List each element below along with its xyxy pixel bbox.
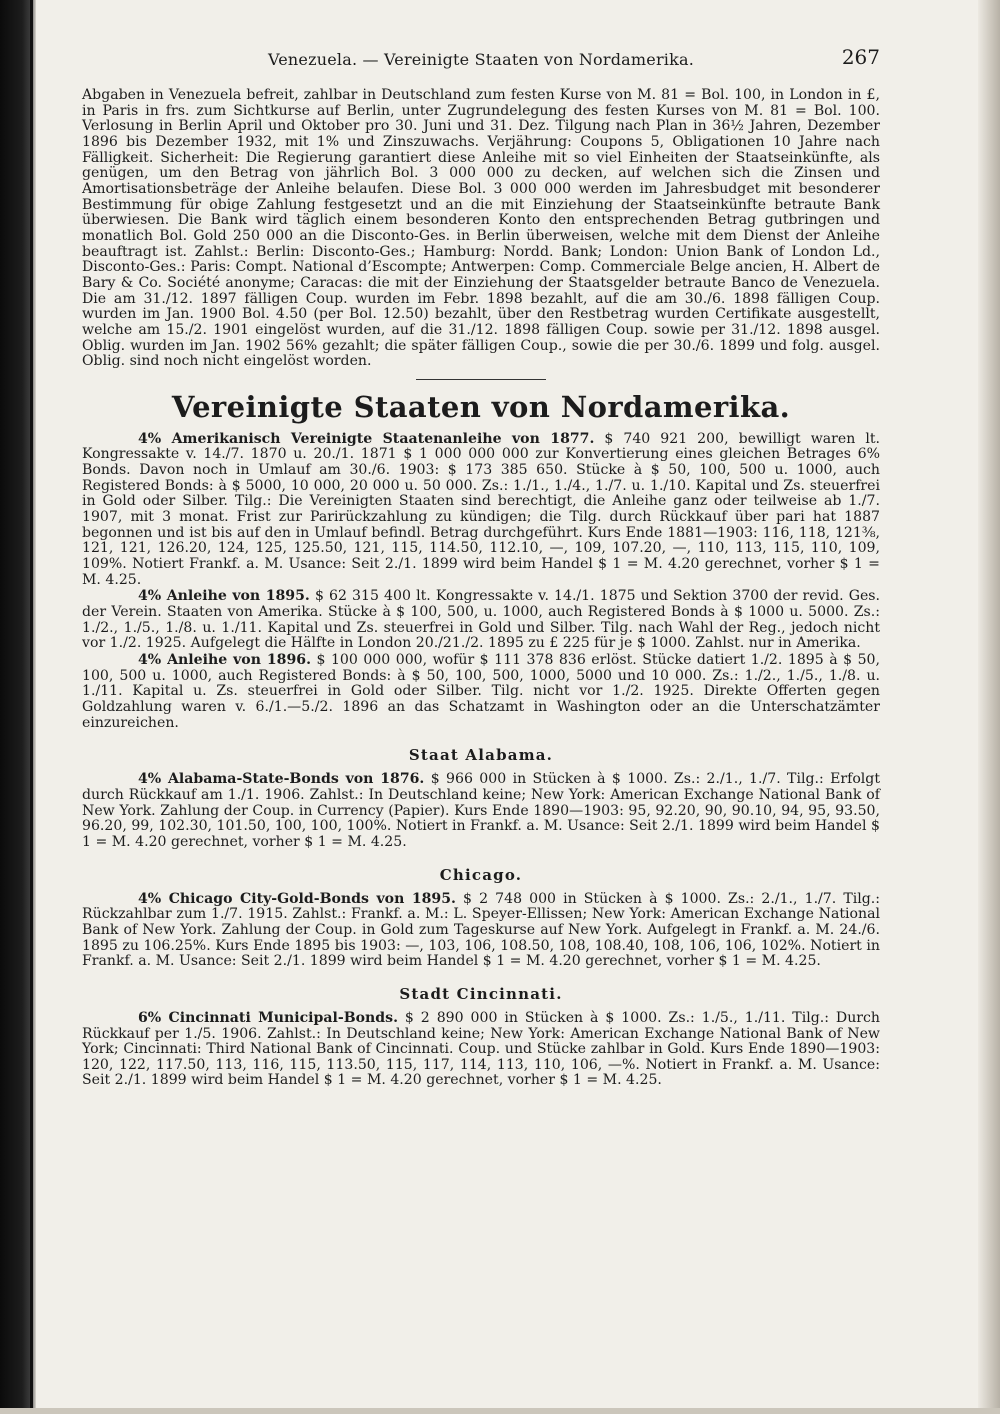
sub-heading-alabama: Staat Alabama. bbox=[408, 746, 554, 765]
entry-loan-1877 bbox=[82, 432, 880, 589]
sub-heading-chicago: Chicago. bbox=[439, 865, 523, 884]
entry-title: 4% Chicago City-Gold-Bonds von 1895. bbox=[138, 890, 456, 907]
page-content bbox=[82, 46, 880, 1090]
entry-text: $ 740 921 200, bewilligt waren lt. Kongressakte v. 14./7. 1870 u. 20./1. 1871 $ 1 000 000 000 zur Konvertierung eines gleichen Betrages 6% Bonds. Davon noch in Umlauf am 30./6. 1903: $ 173 385 650. Stücke à $ 50, 100, 500 u. 1000, auch Registered Bonds: à $ 5000, 10 000, 20 000 u. 50 000. Zs.: 1./1., 1./4., 1./7. u. 1./10. Kapital und Zs. steuerfrei in Gold oder Silber. Tilg.: Die Vereinigten Staaten sind berechtigt, die Anleihe ganz oder teilweise ab 1./7. 1907, mit 3 monat. Frist zur Parirückzahlung zu kündigen; die Tilg. durch Rückkauf über pari hat 1887 begonnen und ist bis auf den in Umlauf befindl. Betrag durchgeführt. Kurs Ende 1881—1903: 116, 118, 121⅜, 121, 121, 126.20, 124, 125, 125.50, 121, 115, 114.50, 112.10, —, 109, 107.20, —, 110, 113, 115, 110, 109, 109%. Notiert Frankf. a. M. Usance: Seit 2./1. 1899 wird beim Handel $ 1 = M. 4.20 gerechnet, vorher $ 1 = M. 4.25. bbox=[82, 430, 880, 588]
entry-title: 4% Amerikanisch Vereinigte Staatenanleihe von 1877. bbox=[138, 430, 595, 447]
entry-title: 6% Cincinnati Municipal-Bonds. bbox=[138, 1009, 398, 1026]
running-title: Venezuela. — Vereinigte Staaten von Nordamerika. bbox=[267, 50, 695, 69]
entry-text: $ 2 748 000 in Stücken à $ 1000. Zs.: 2./1., 1./7. Tilg.: Rückzahlbar zum 1./7. 1915. Zahlst.: Frankf. a. M.: L. Speyer-Ellissen; New York: American Exchange National Bank of New York. Zahlung der Coup. in Gold zum Tageskurse auf New York. Aufgelegt in Frankf. a. M. 24./6. 1895 zu 106.25%. Kurs Ende 1895 bis 1903: —, 103, 106, 108.50, 108, 108.40, 108, 106, 106, 102%. Notiert in Frankf. a. M. Usance: Seit 2./1. 1899 wird beim Handel $ 1 = M. 4.20 gerechnet, vorher $ 1 = M. 4.25. bbox=[82, 890, 880, 970]
entry-text: $ 62 315 400 lt. Kongressakte v. 14./1. 1875 und Sektion 3700 der revid. Ges. der Verein. Staaten von Amerika. Stücke à $ 100, 500, u. 1000, auch Registered Bonds à $ 1000 u. 5000. Zs.: 1./2., 1./5., 1./8. u. 1./11. Kapital und Zs. steuerfrei in Gold und Silber. Tilg. nach Wahl der Reg., jedoch nicht vor 1./2. 1925. Aufgelegt die Hälfte in London 20./21./2. 1895 zu £ 225 für je $ 1000. Zahlst. nur in Amerika. bbox=[82, 588, 881, 652]
entry-loan-1896 bbox=[82, 653, 880, 731]
entry-title: 4% Alabama-State-Bonds von 1876. bbox=[138, 771, 425, 788]
entry-title: 4% Anleihe von 1896. bbox=[138, 652, 311, 668]
entry-text: $ 966 000 in Stücken à $ 1000. Zs.: 2./1., 1./7. Tilg.: Erfolgt durch Rückkauf am 1./1. 1906. Zahlst.: In Deutschland keine; New York: American Exchange National Bank of New York. Zahlung der Coup. in Currency (Papier). Kurs Ende 1890—1903: 95, 92.20, 90, 90.10, 94, 95, 93.50, 96.20, 99, 102.30, 101.50, 100, 100, 100%. Notiert in Frankf. a. M. Usance: Seit 2./1. 1899 wird beim Handel $ 1 = M. 4.20 gerechnet, vorher $ 1 = M. 4.25. bbox=[82, 771, 880, 850]
entry-cincinnati-bonds bbox=[82, 1011, 880, 1089]
entry-text: $ 2 890 000 in Stücken à $ 1000. Zs.: 1./5., 1./11. Tilg.: Durch Rückkauf per 1./5. 1906. Zahlst.: In Deutschland keine; New York: American Exchange National Bank of New York; Cincinnati: Third National Bank of Cincinnati. Coup. und Stücke zahlbar in Gold. Kurs Ende 1890—1903: 120, 122, 117.50, 113, 116, 115, 113.50, 115, 117, 114, 113, 110, 106, —%. Notiert in Frankf. a. M. Usance: Seit 2./1. 1899 wird beim Handel $ 1 = M. 4.20 gerechnet, vorher $ 1 = M. 4.25. bbox=[82, 1009, 880, 1089]
entry-alabama-bonds bbox=[82, 772, 880, 850]
binding-edge-line bbox=[30, 0, 33, 1414]
section-divider-rule bbox=[416, 379, 546, 380]
page-number: 267 bbox=[841, 45, 880, 69]
entry-loan-1895 bbox=[82, 589, 880, 652]
entry-text: $ 100 000 000, wofür $ 111 378 836 erlöst. Stücke datiert 1./2. 1895 à $ 50, 100, 500 u. 1000, auch Registered Bonds: à $ 50, 100, 500, 1000, 5000 und 10 000. Zs.: 1./2., 1./5., 1./8. u. 1./11. Kapital u. Zs. steuerfrei in Gold oder Silber. Tilg. nicht vor 1./2. 1925. Direkte Offerten gegen Goldzahlung waren v. 6./1.—5./2. 1896 an das Schatzamt in Washington oder an die Unterschatzämter einzureichen. bbox=[82, 652, 880, 731]
entry-chicago-bonds bbox=[82, 892, 880, 970]
page-edge-right bbox=[978, 0, 1000, 1414]
page-edge-bottom bbox=[0, 1408, 1000, 1414]
running-head bbox=[82, 46, 880, 76]
section-heading-united-states: Vereinigte Staaten von Nordamerika. bbox=[171, 389, 791, 424]
sub-heading-cincinnati: Stadt Cincinnati. bbox=[399, 984, 563, 1003]
entry-title: 4% Anleihe von 1895. bbox=[138, 588, 310, 605]
venezuela-continuation-paragraph: Abgaben in Venezuela befreit, zahlbar in Deutschland zum festen Kurse von M. 81 = Bol. 100, in London in £, in Paris in frs. zum Sichtkurse auf Berlin, unter Zugrundelegung des festen Kurses von M. 81 = Bol. 100. Verlosung in Berlin April und Oktober pro 30. Juni und 31. Dez. Tilgung nach Plan in 36½ Jahren, Dezember 1896 bis Dezember 1932, mit 1% und Zinszuwachs. Verjährung: Coupons 5, Obligationen 10 Jahre nach Fälligkeit. Sicherheit: Die Regierung garantiert diese Anleihe mit so viel Einheiten der Staatseinkünfte, als genügen, um den Betrag von jährlich Bol. 3 000 000 zu decken, auf welchen sich die Zinsen und Amortisationsbeträge der Anleihe belaufen. Diese Bol. 3 000 000 werden im Jahresbudget mit besonderer Bestimmung für obige Zahlung festgesetzt und an die mit Einziehung der Staatseinkünfte betraute Bank überwiesen. Die Bank wird täglich einem besonderen Konto den entsprechenden Betrag gutbringen und monatlich Bol. Gold 250 000 an die Disconto-Ges. in Berlin überweisen, welche mit dem Dienst der Anleihe beauftragt ist. Zahlst.: Berlin: Disconto-Ges.; Hamburg: Nordd. Bank; London: Union Bank of London Ld., Disconto-Ges.: Paris: Compt. National d’Escompte; Antwerpen: Comp. Commerciale Belge ancien, H. Albert de Bary & Co. Société anonyme; Caracas: die mit der Einziehung der Staatsgelder betraute Banco de Venezuela. Die am 31./12. 1897 fälligen Coup. wurden im Febr. 1898 bezahlt, auf die am 30./6. 1898 fälligen Coup. wurden im Jan. 1900 Bol. 4.50 (per Bol. 12.50) bezahlt, über den Restbetrag wurden Certifikate ausgestellt, welche am 15./2. 1901 eingelöst wurden, auf die 31./12. 1898 fälligen Coup. sowie per 31./12. 1898 ausgel. Oblig. wurden im Jan. 1902 56% gezahlt; die später fälligen Coup., sowie die per 30./6. 1899 und folg. ausgel. Oblig. sind noch nicht eingelöst worden. bbox=[82, 87, 880, 370]
